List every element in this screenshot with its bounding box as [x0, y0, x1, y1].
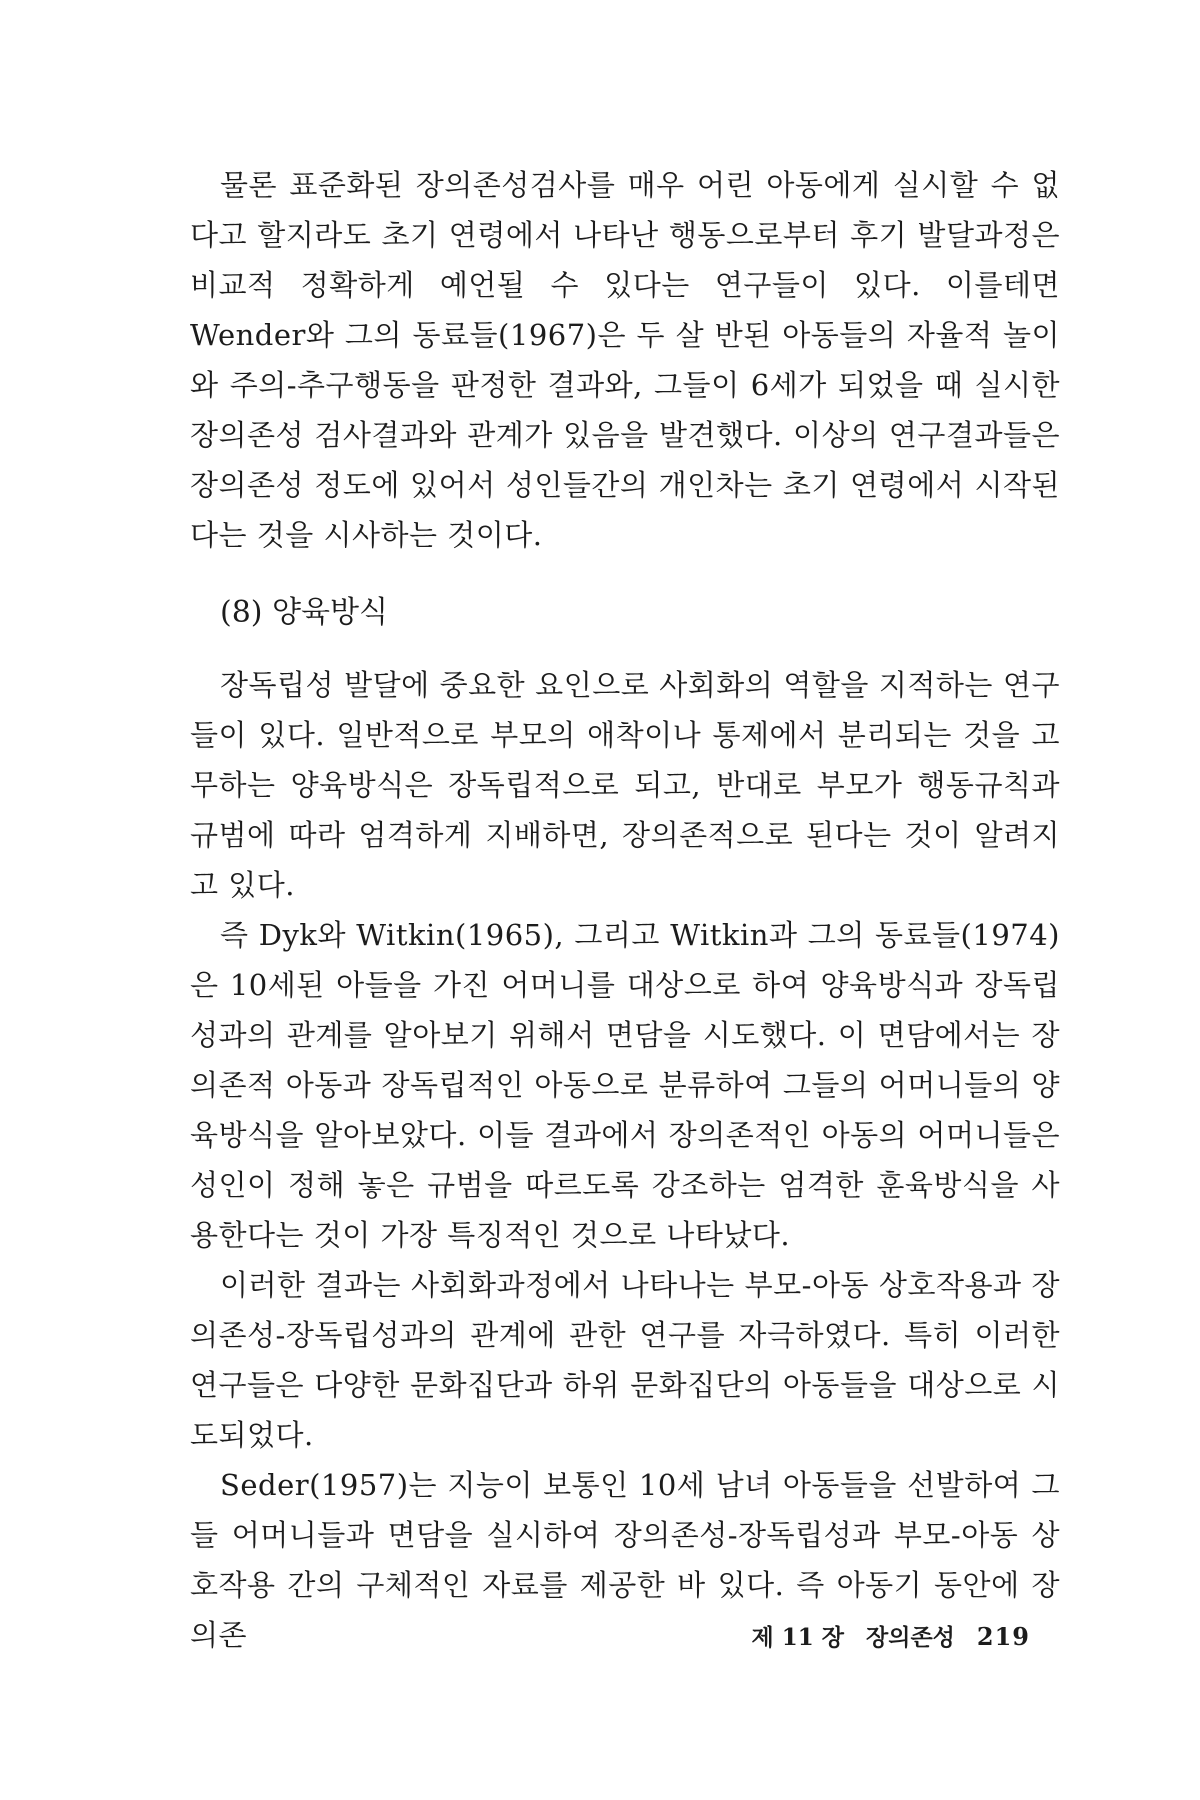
- body-paragraph: 이러한 결과는 사회화과정에서 나타나는 부모-아동 상호작용과 장의존성-장독립성과의 관계에 관한 연구를 자극하였다. 특히 이러한 연구들은 다양한 문화집단과 하위 문화집단의 아동들을 대상으로 시도되었다.: [190, 1268, 1060, 1452]
- section-heading: (8) 양육방식: [220, 595, 388, 630]
- page-number: 219: [976, 1622, 1030, 1651]
- page-footer: [752, 1622, 1030, 1653]
- intro-text-block: [190, 160, 1060, 560]
- body-paragraph: Seder(1957)는 지능이 보통인 10세 남녀 아동들을 선발하여 그들 어머니들과 면담을 실시하여 장의존성-장독립성과 부모-아동 상호작용 간의 구체적인 자료를 제공한 바 있다. 즉 아동기 동안에 장의존: [190, 1468, 1060, 1652]
- running-chapter-title: 장의존성: [866, 1624, 955, 1651]
- body-paragraph: 물론 표준화된 장의존성검사를 매우 어린 아동에게 실시할 수 없다고 할지라도 초기 연령에서 나타난 행동으로부터 후기 발달과정은 비교적 정확하게 예언될 수 있다는 연구들이 있다. 이를테면 Wender와 그의 동료들(1967)은 두 살 반된 아동들의 자율적 놀이와 주의-추구행동을 판정한 결과와, 그들이 6세가 되었을 때 실시한 장의존성 검사결과와 관계가 있음을 발견했다. 이상의 연구결과들은 장의존성 정도에 있어서 성인들간의 개인차는 초기 연령에서 시작된다는 것을 시사하는 것이다.: [190, 168, 1060, 552]
- body-paragraph: 장독립성 발달에 중요한 요인으로 사회화의 역할을 지적하는 연구들이 있다. 일반적으로 부모의 애착이나 통제에서 분리되는 것을 고무하는 양육방식은 장독립적으로 되고, 반대로 부모가 행동규칙과 규범에 따라 엄격하게 지배하면, 장의존적으로 된다는 것이 알려지고 있다.: [190, 668, 1060, 902]
- body-paragraph: 즉 Dyk와 Witkin(1965), 그리고 Witkin과 그의 동료들(1974)은 10세된 아들을 가진 어머니를 대상으로 하여 양육방식과 장독립성과의 관계를 알아보기 위해서 면담을 시도했다. 이 면담에서는 장의존적 아동과 장독립적인 아동으로 분류하여 그들의 어머니들의 양육방식을 알아보았다. 이들 결과에서 장의존적인 아동의 어머니들은 성인이 정해 놓은 규범을 따르도록 강조하는 엄격한 훈육방식을 사용한다는 것이 가장 특징적인 것으로 나타났다.: [190, 918, 1060, 1252]
- section-body: [190, 660, 1060, 1660]
- running-chapter: 제 11 장: [751, 1624, 845, 1651]
